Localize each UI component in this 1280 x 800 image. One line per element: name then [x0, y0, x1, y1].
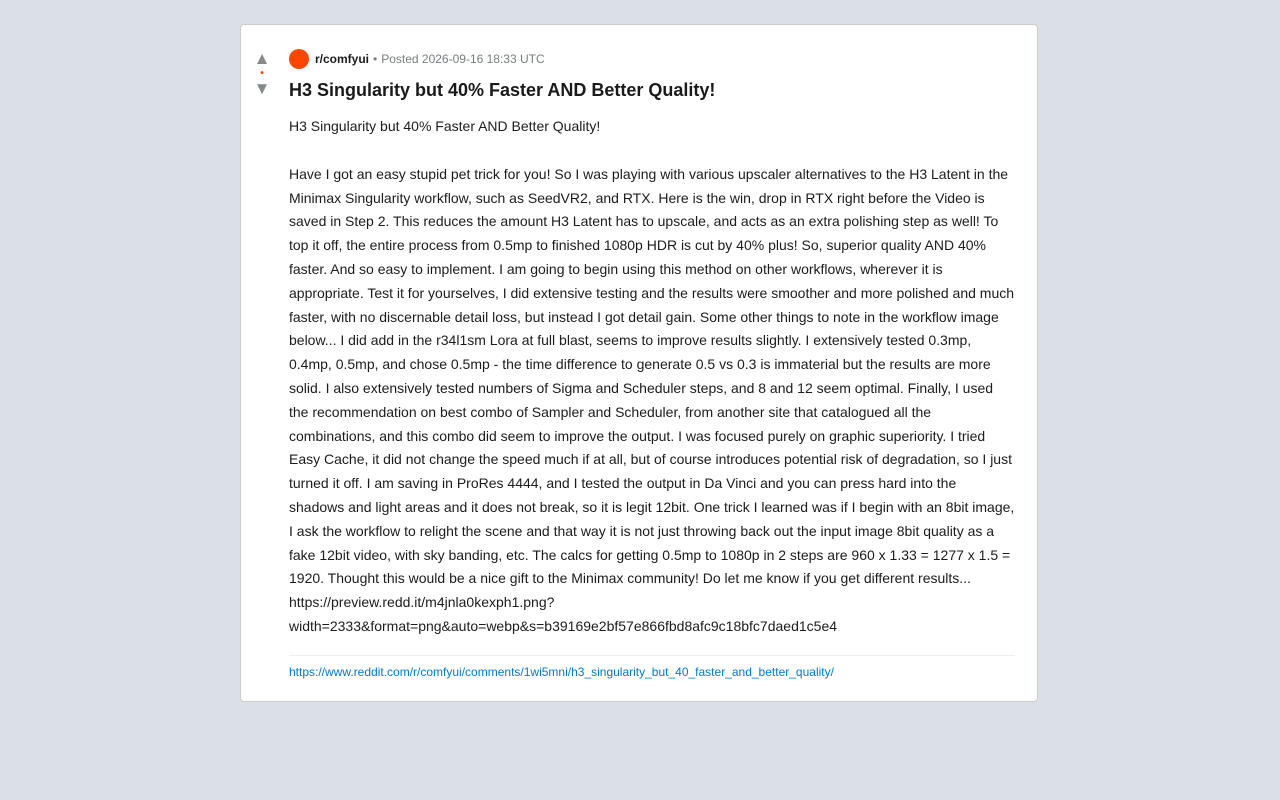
divider — [289, 655, 1015, 656]
permalink[interactable]: https://www.reddit.com/r/comfyui/comments/1wi5mni/h3_singularity_but_40_faster_and_better_quality/ — [289, 664, 834, 679]
meta-separator: • — [373, 52, 378, 66]
paragraph-gap — [289, 139, 1015, 163]
vote-column — [252, 49, 272, 99]
post-body-first-line: H3 Singularity but 40% Faster AND Better Quality! — [289, 118, 601, 134]
post-meta — [289, 49, 1015, 69]
post-card — [240, 24, 1038, 702]
post-title[interactable]: H3 Singularity but 40% Faster AND Better Quality! — [289, 80, 716, 100]
subreddit-icon[interactable] — [289, 49, 309, 69]
subreddit-name[interactable]: r/comfyui — [315, 52, 370, 66]
up-arrow-icon[interactable]: ▲ — [253, 49, 271, 68]
post-body-paragraph: Have I got an easy stupid pet trick for you! So I was playing with various upscaler alternatives to the H3 Latent in the Minimax Singularity workflow, such as SeedVR2, and RTX. Here is the win, drop in RTX right before the Video is saved in Step 2. This reduces the amount H3 Latent has to upscale, and acts as an extra polishing step as well! To top it off, the entire process from 0.5mp to finished 1080p HDR is cut by 40% plus! So, superior quality AND 40% faster. And so easy to implement. I am going to begin using this method on other workflows, wherever it is appropriate. Test it for yourselves, I did extensive testing and the results were smoother and more polished and much faster, with no discernable detail loss, but instead I got detail gain. Some other things to note in the workflow image below... I did add in the r34l1sm Lora at full blast, seems to improve results slightly. I extensively tested 0.3mp, 0.4mp, 0.5mp, and chose 0.5mp - the time difference to generate 0.5 vs 0.3 is immaterial but the results are more solid. I also extensively tested numbers of Sigma and Scheduler steps, and 8 and 12 seem optimal. Finally, I used the recommendation on best combo of Sampler and Scheduler, from another site that catalogued all the combinations, and this combo did seem to improve the output. I was focused purely on graphic superiority. I tried Easy Cache, it did not change the speed much if at all, but of course introduces potential risk of degradation, so I just turned it off. I am saving in ProRes 4444, and I tested the output in Da Vinci and you can press hard into the shadows and light areas and it does not break, so it is legit 12bit. One trick I learned was if I begin with an 8bit image, I ask the workflow to relight the scene and that way it is not just throwing back out the input image 8bit quality as a fake 12bit video, with sky banding, etc. The calcs for getting 0.5mp to 1080p in 2 steps are 960 x 1.33 = 1277 x 1.5 = 1920. Thought this would be a nice gift to the Minimax community! Do let me know if you get different results... https://preview.redd.it/m4jnla0kexph1.png?width=2333&format=png&auto=webp&s=b39169e2bf57e866fbd8afc9c18bfc7daed1c5e4 — [289, 165, 1015, 634]
post-timestamp: Posted 2026-09-16 18:33 UTC — [381, 52, 545, 66]
post-body — [289, 115, 1015, 639]
vote-score: • — [260, 68, 264, 79]
down-arrow-icon[interactable]: ▼ — [253, 79, 271, 98]
post-content — [289, 49, 1015, 679]
